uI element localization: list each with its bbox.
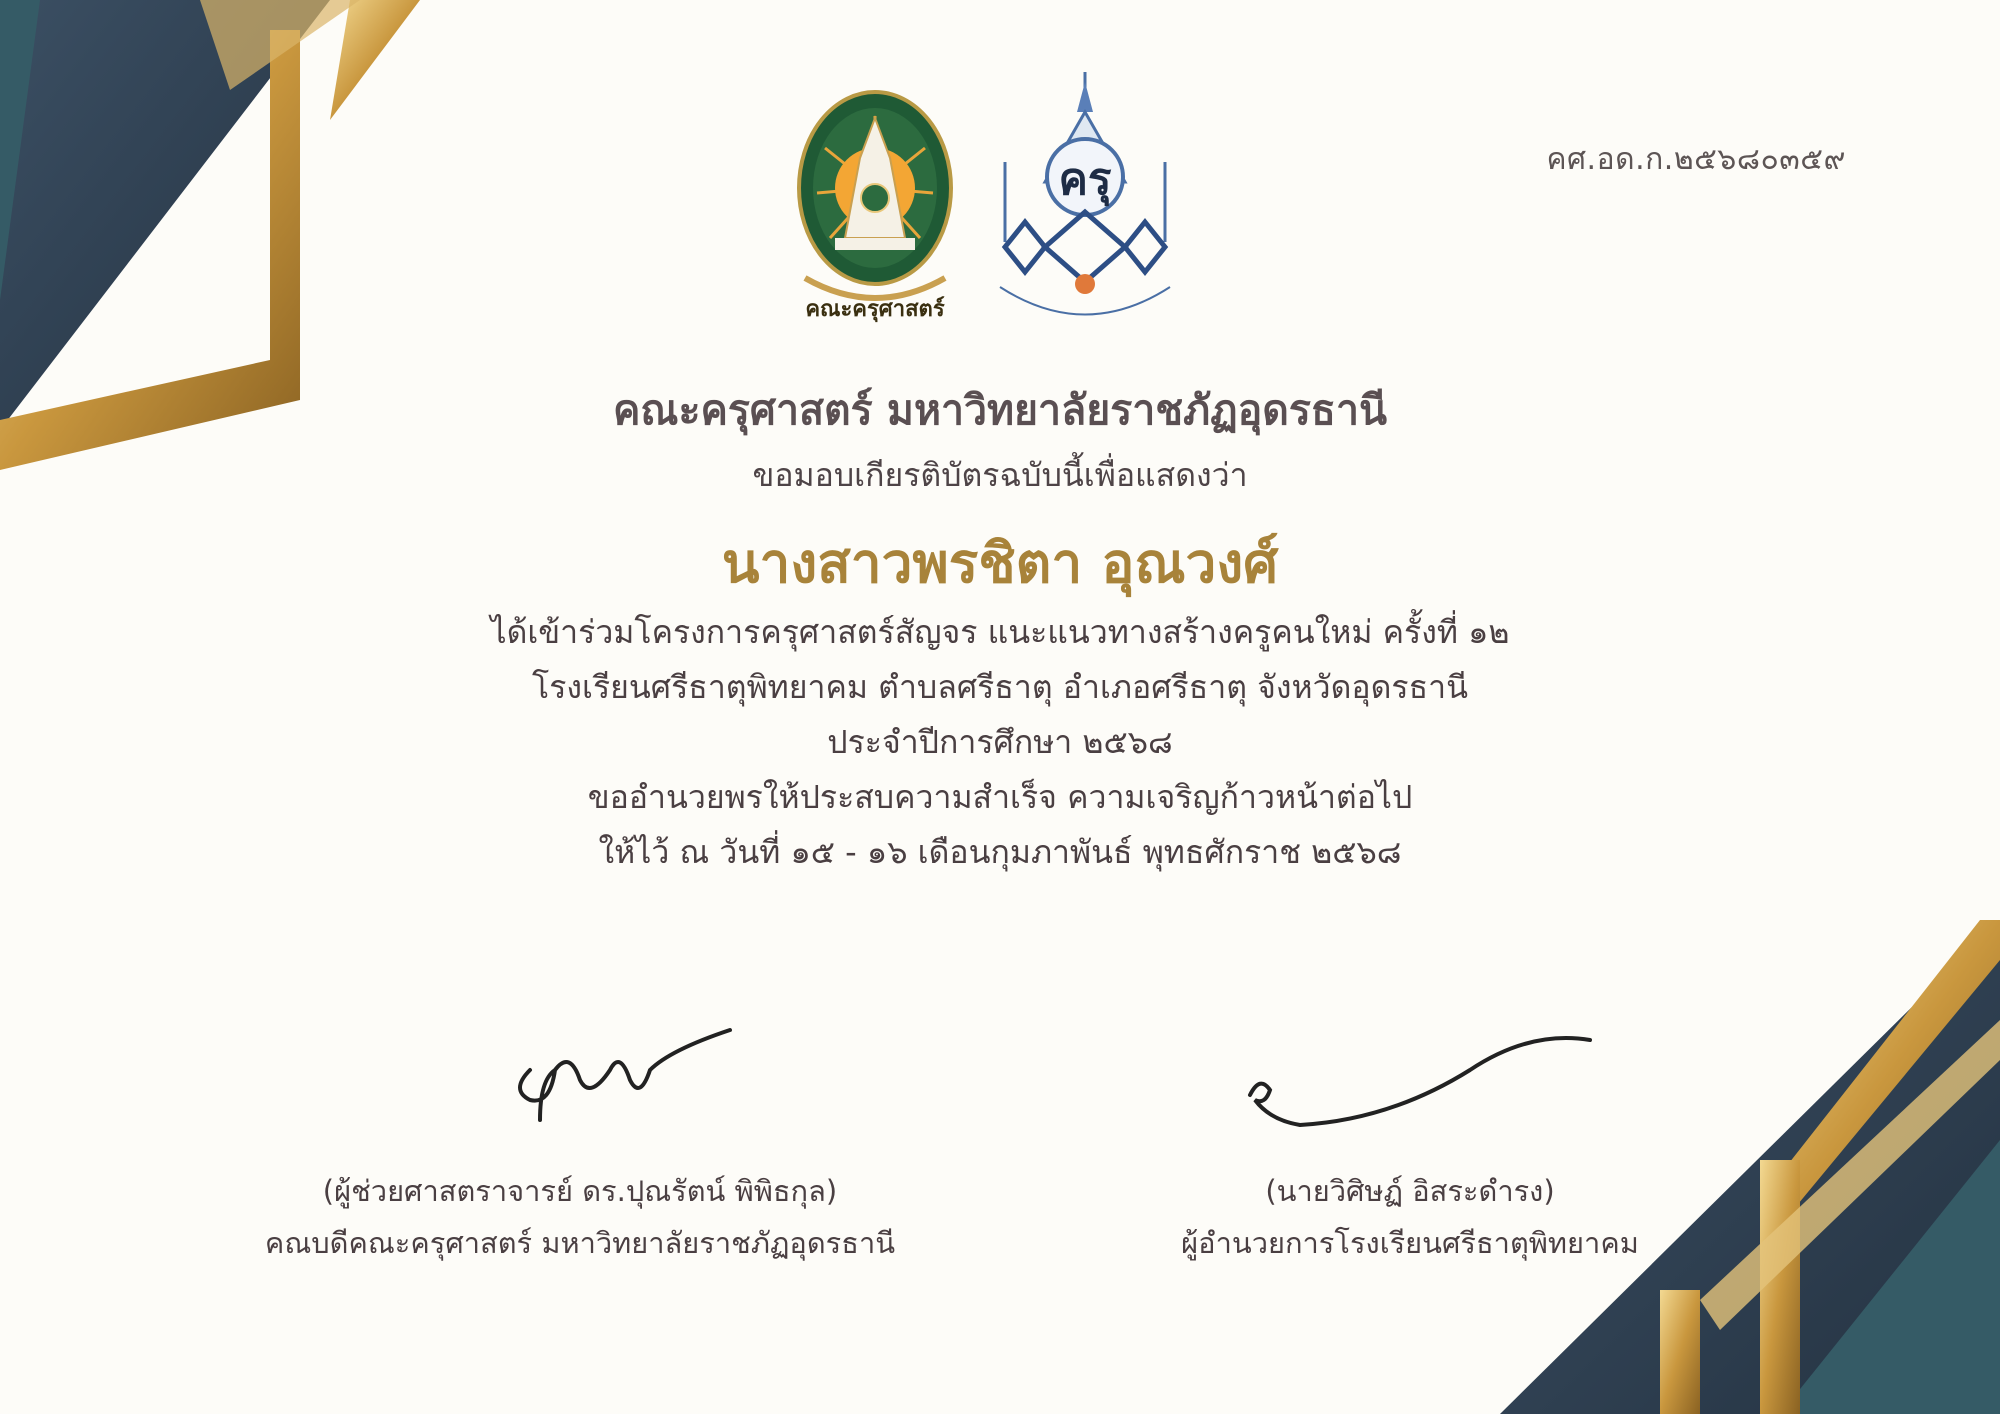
left-signature [500, 1010, 760, 1140]
presentation-line: ขอมอบเกียรติบัตรฉบับนี้เพื่อแสดงว่า [752, 456, 1248, 494]
certificate-serial-number: คศ.อด.ก.๒๕๖๘๐๓๕๙ [1546, 142, 1846, 177]
faculty-seal-logo [795, 88, 955, 328]
body-line-date: ให้ไว้ ณ วันที่ ๑๕ - ๑๖ เดือนกุมภาพันธ์ พุทธศักราช ๒๕๖๘ [598, 833, 1402, 871]
body-line-location: โรงเรียนศรีธาตุพิทยาคม ตำบลศรีธาตุ อำเภอศรีธาตุ จังหวัดอุดรธานี [532, 668, 1468, 706]
recipient-name: นางสาวพรชิตา อุณวงศ์ [721, 531, 1279, 595]
body-line-activity: ได้เข้าร่วมโครงการครุศาสตร์สัญจร แนะแนวทางสร้างครูคนใหม่ ครั้งที่ ๑๒ [490, 613, 1510, 651]
student-club-logo [985, 72, 1185, 322]
right-signatory-name: (นายวิศิษฏ์ อิสระดำรง) [1265, 1174, 1555, 1208]
left-signatory-position: คณบดีคณะครุศาสตร์ มหาวิทยาลัยราชภัฏอุดรธานี [264, 1226, 896, 1260]
body-line-academic-year: ประจำปีการศึกษา ๒๕๖๘ [827, 723, 1173, 761]
right-signatory [1130, 1165, 1690, 1269]
left-signatory-name: (ผู้ช่วยศาสตราจารย์ ดร.ปุณรัตน์ พิพิธกุล) [322, 1174, 838, 1208]
certificate-body [400, 605, 1600, 880]
right-signature [1240, 1010, 1600, 1140]
right-signatory-position: ผู้อำนวยการโรงเรียนศรีธาตุพิทยาคม [1181, 1226, 1639, 1260]
issuer-title: คณะครุศาสตร์ มหาวิทยาลัยราชภัฏอุดรธานี [612, 386, 1387, 434]
faculty-logo-text: คณะครุศาสตร์ [805, 297, 945, 322]
student-logo-text: ครุ [1058, 154, 1112, 205]
left-signatory [260, 1165, 900, 1269]
body-line-blessing: ขออำนวยพรให้ประสบความสำเร็จ ความเจริญก้าวหน้าต่อไป [587, 778, 1413, 816]
